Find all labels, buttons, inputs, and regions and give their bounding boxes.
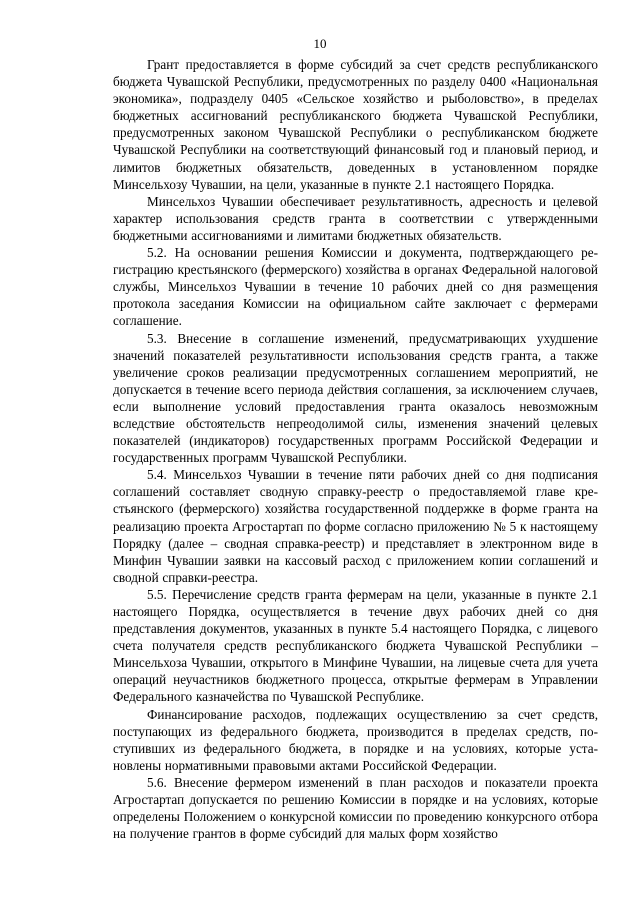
paragraph-federal-financing: Финансирование расходов, подлежащих осуществлению за счет средств, поступающих из федерального бюджета, производится в пределах средств, поступивших из федерального бюджета, в порядке и на условиях, которые установлены нормативными правовыми актами Российской Федерации. (113, 706, 598, 773)
paragraph-5-4-registry: 5.4. Минсельхоз Чувашии в течение пяти рабочих дней со дня подписания соглашений составляет сводную справку-реестр о предоставляемой главе крестьянского (фермерского) хозяйства государственной поддержке в форме гранта на реализацию проекта Агростартап по форме согласно приложению № 5 к настоящему Порядку (далее – сводная справка-реестр) и представляет в электронном виде в Минфин Чувашии заявки на кассовый расход с приложением копии соглашений и сводной справки-реестра. (113, 467, 598, 585)
paragraph-5-5-transfer: 5.5. Перечисление средств гранта фермерам на цели, указанные в пункте 2.1 настоящего Порядка, осуществляется в течение двух рабочих дней со дня представления документов, указанных в пункте 5.4 настоящего Порядка, с лицевого счета получателя средств республиканского бюджета Чувашской Республики – Минсельхоза Чувашии, открытого в Минфине Чувашии, на лицевые счета для учета операций неучастников бюджетного процесса, открытые фермерам в Управлении Федерального казначейства по Чувашской Республике. (113, 586, 598, 705)
paragraph-ministry-effectiveness: Минсельхоз Чувашии обеспечивает результативность, адресность и целевой характер использования средств гранта в соответствии с утвержденными бюджетными ассигнованиями и лимитами бюджетных обязательств. (113, 193, 598, 243)
document-body (113, 56, 598, 842)
paragraph-5-2-agreement: 5.2. На основании решения Комиссии и документа, подтверждающего регистрацию крестьянского (фермерского) хозяйства в органах Федеральной налоговой службы, Минсельхоз Чувашии в течение 10 рабочих дней со дня размещения протокола заседания Комиссии на официальном сайте заключает с фермерами соглашение. (113, 245, 598, 329)
page-number: 10 (313, 36, 327, 51)
paragraph-5-3-amendments: 5.3. Внесение в соглашение изменений, предусматривающих ухудшение значений показателей результативности использования средств гранта, а также увеличение сроков реализации предусмотренных соглашением мероприятий, не допускается в течение всего периода действия соглашения, за исключением случаев, если выполнение условий предоставления гранта оказалось невозможным вследствие обстоятельств непреодолимой силы, изменения значений целевых показателей (индикаторов) государственных программ Российской Федерации и государственных программ Чувашской Республики. (113, 330, 598, 466)
paragraph-grant-funding-source: Грант предоставляется в форме субсидий за счет средств республиканского бюджета Чувашской Республики, предусмотренных по разделу 0400 «Национальная экономика», подразделу 0405 «Сельское хозяйство и рыболовство», в пределах бюджетных ассигнований республиканского бюджета Чувашской Республики, предусмотренных законом Чувашской Республики о республиканском бюджете Чувашской Республики на соответствующий финансовый год и плановый период, и лимитов бюджетных обязательств, доведенных в установленном порядке Минсельхозу Чувашии, на цели, указанные в пункте 2.1 настоящего Порядка. (113, 57, 598, 192)
paragraph-5-6-plan-changes: 5.6. Внесение фермером изменений в план расходов и показатели проекта Агростартап допускается по решению Комиссии в порядке и на условиях, которые определены Положением о конкурсной комиссии по проведению конкурсного отбора на получение грантов в форме субсидий для малых форм хозяйство (113, 774, 598, 842)
